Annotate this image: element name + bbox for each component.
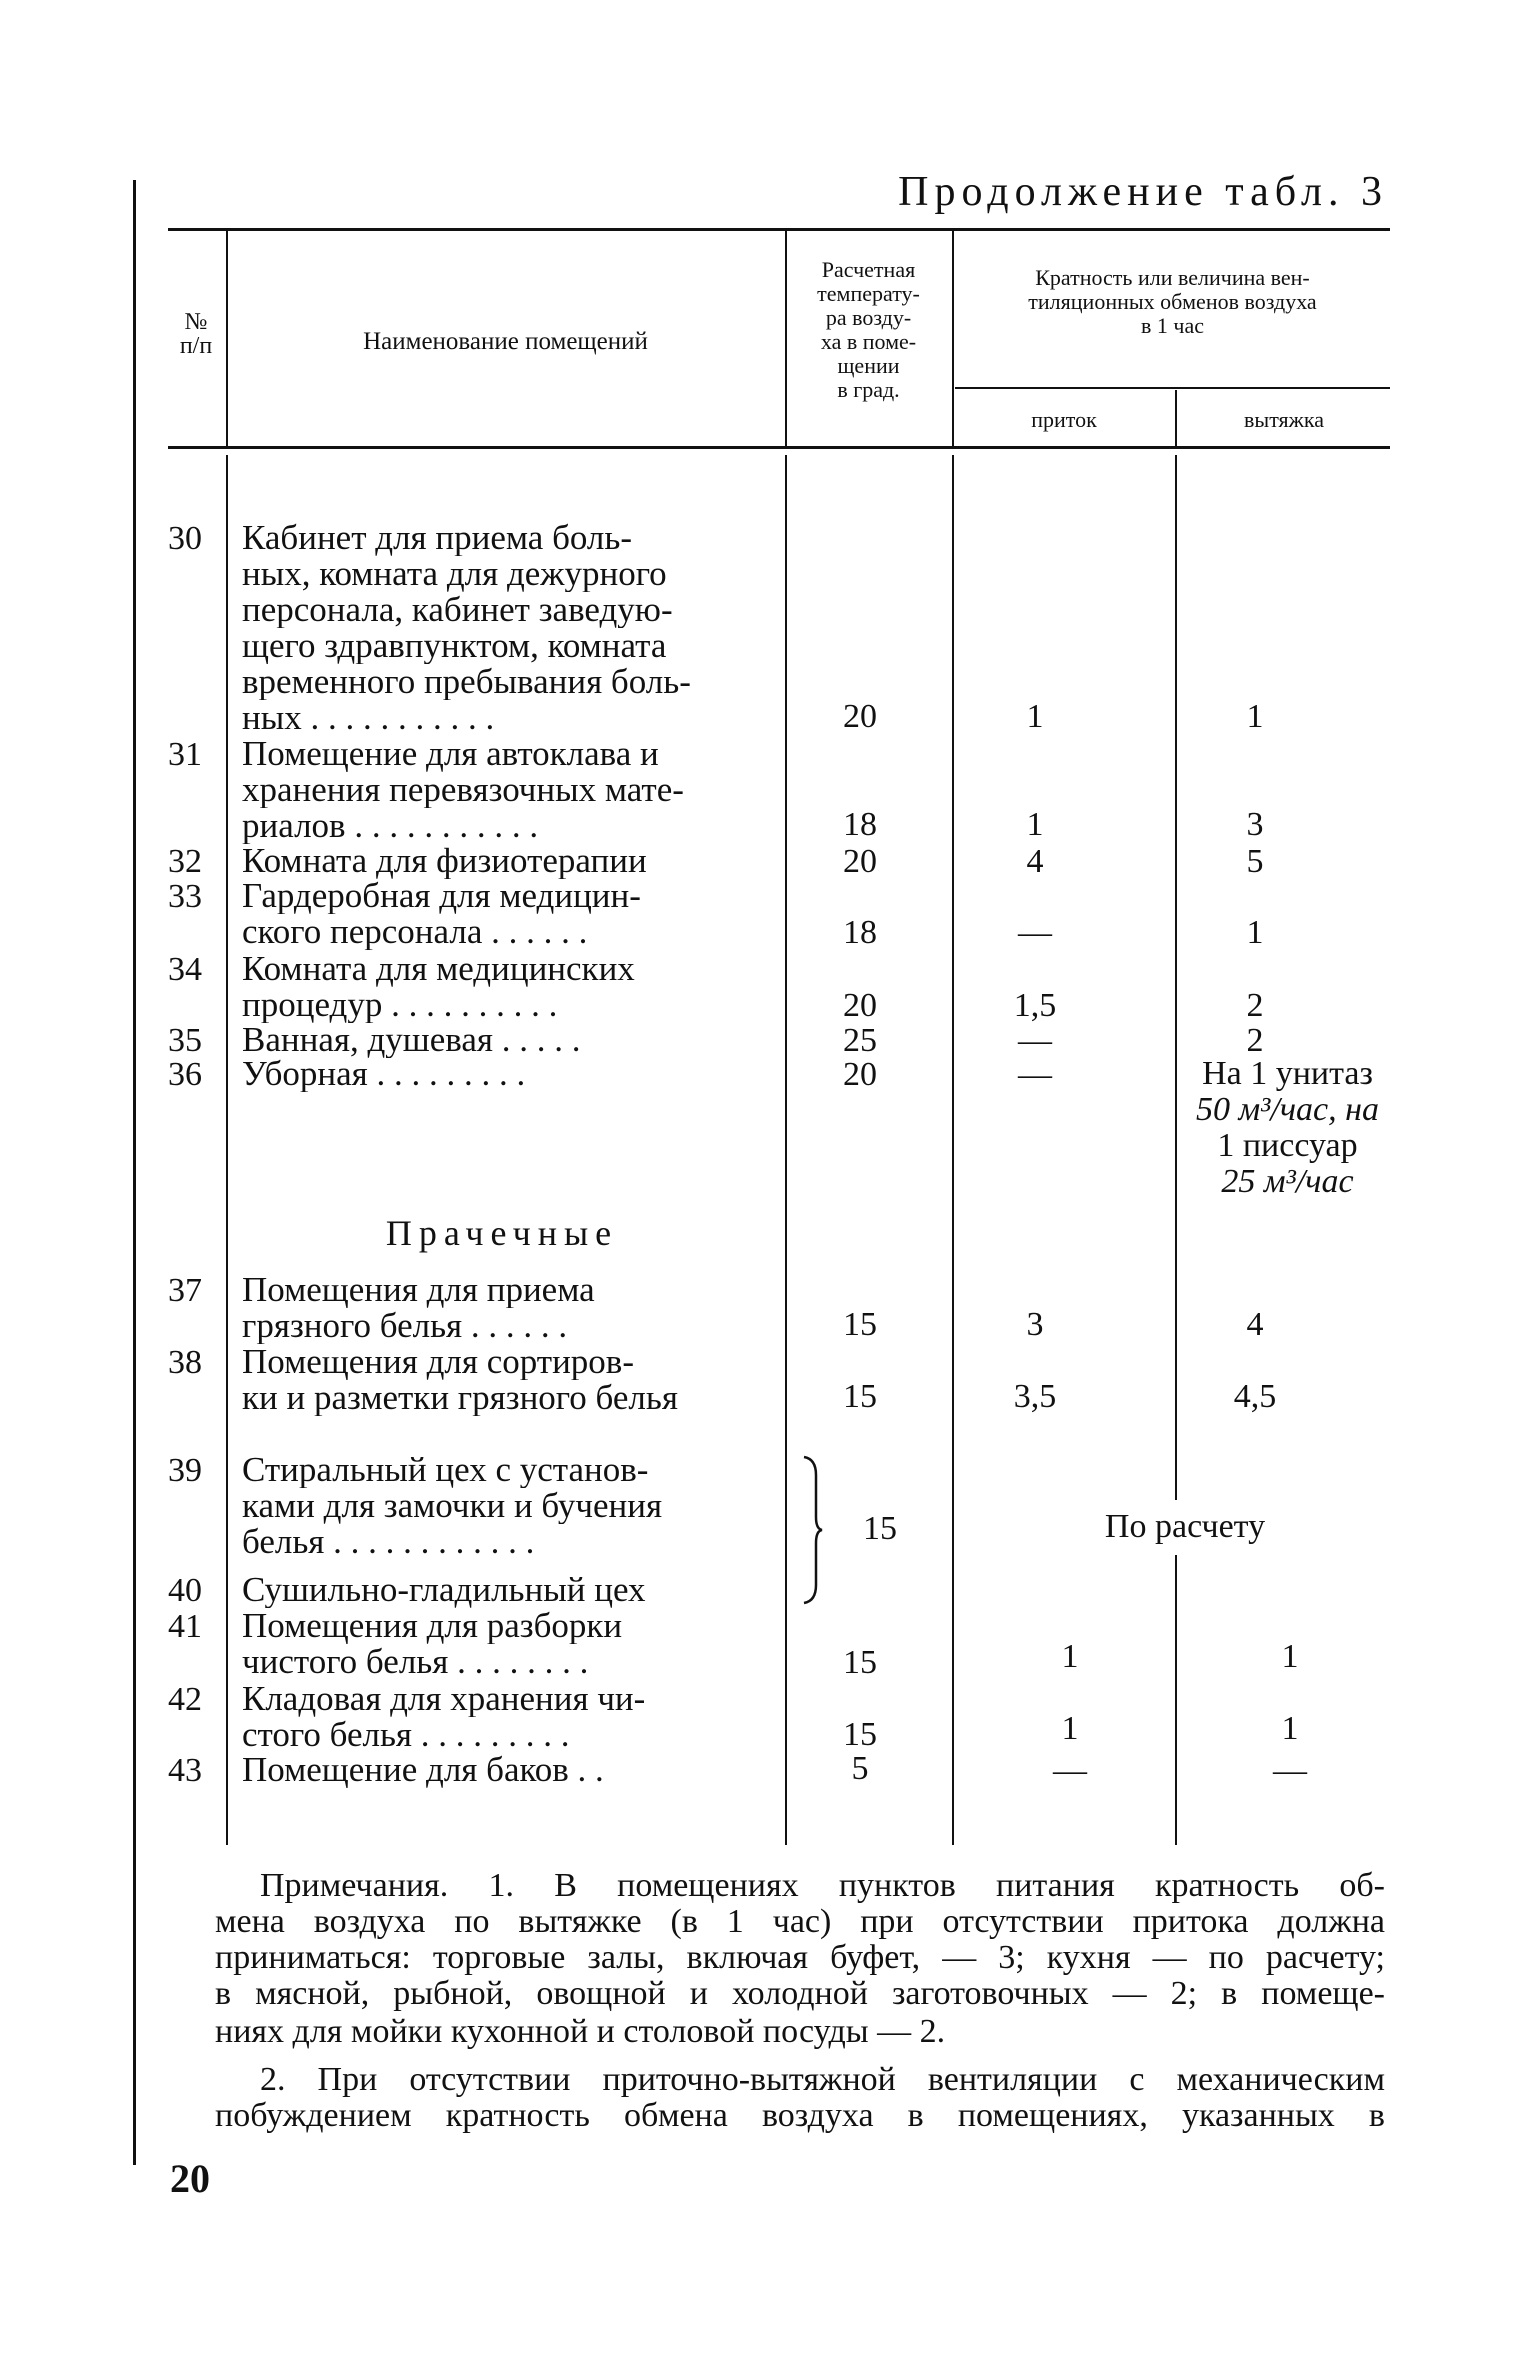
row-temp: 15 [843,1378,877,1415]
row-name: Кладовая для хранения чи- стого белья . . . . . . . . . [242,1681,646,1753]
row-inflow: 3,5 [1013,1378,1057,1415]
row-temp: 15 [843,1644,877,1681]
row-num: 41 [168,1608,202,1645]
col-divider-3 [952,455,954,1845]
row-num: 36 [168,1056,202,1093]
row-temp: 20 [843,1056,877,1093]
row-num: 37 [168,1272,202,1309]
row-exhaust: 2 [1246,1022,1264,1059]
row-num: 35 [168,1022,202,1059]
row-name: Помещение для баков . . [242,1752,604,1788]
row-exhaust: 3 [1246,806,1264,843]
row-name: Помещения для приема грязного белья . . . . . . [242,1272,595,1344]
header-temp: Расчетная температу- ра возду- ха в поме- щении в град. [817,257,920,402]
row-temp: 25 [843,1022,877,1059]
row-inflow: 1,5 [1013,987,1057,1024]
row-num: 38 [168,1344,202,1381]
row-num: 30 [168,520,202,557]
row-name: Комната для медицинских процедур . . . . . . . . . . [242,951,635,1023]
row-exhaust: На 1 унитаз 50 м³/час, на 1 писсуар 25 м³/час [1195,1055,1379,1200]
row-inflow: — [1018,1056,1052,1093]
header-name: Наименование помещений [363,328,648,355]
row-exhaust: 1 [1246,914,1264,951]
section-heading: Прачечные [385,1213,619,1253]
rate-subheader-rule [955,387,1390,389]
row-temp: 18 [843,914,877,951]
col-divider-4-lower [1175,1555,1177,1845]
row-temp: 15 [843,1716,877,1753]
row-name: Помещения для разборки чистого белья . . . . . . . . [242,1608,623,1680]
row-temp: 5 [851,1750,869,1787]
row-name: Стиральный цех с установ- ками для замочки и бучения белья . . . . . . . . . . . . [242,1452,663,1560]
row-inflow: — [1018,1022,1052,1059]
row-temp: 20 [843,698,877,735]
row-inflow: 3 [1026,1306,1044,1343]
row-name: Помещение для автоклава и хранения перевязочных мате- риалов . . . . . . . . . . . [242,736,684,844]
header-num: № п/п [179,309,213,359]
row-exhaust: 4 [1246,1306,1264,1343]
row-inflow: 1 [1061,1710,1079,1747]
col-divider-1 [226,455,228,1845]
row-temp: 20 [843,987,877,1024]
row-num: 40 [168,1572,202,1609]
header-inflow: приток [1031,407,1097,432]
row-temp: 15 [843,1306,877,1343]
row-name: Комната для физиотерапии [242,843,647,879]
row-inflow: 1 [1061,1638,1079,1675]
header-exhaust: вытяжка [1244,407,1324,432]
group-temp: 15 [863,1510,897,1547]
row-name: Кабинет для приема боль- ных, комната для дежурного персонала, кабинет заведую- щего здравпунктом, комната временного пребывания боль- ных . . . . . . . . . . . [242,520,691,736]
row-num: 43 [168,1752,202,1789]
row-num: 31 [168,736,202,773]
row-name: Уборная . . . . . . . . . [242,1056,526,1092]
table-continuation-title: Продолжение табл. 3 [898,169,1388,215]
row-exhaust: 2 [1246,987,1264,1024]
page-number: 20 [170,2156,210,2201]
row-exhaust: 4,5 [1233,1378,1277,1415]
row-inflow: — [1018,914,1052,951]
page-margin-rule [133,180,136,2165]
header-bottom-rule [168,446,1390,449]
row-exhaust: 5 [1246,843,1264,880]
row-inflow: 1 [1026,806,1044,843]
row-name: Ванная, душевая . . . . . [242,1022,581,1058]
row-exhaust: 1 [1281,1638,1299,1675]
col-divider-4-header [1175,390,1177,446]
row-name: Сушильно-гладильный цех [242,1572,646,1608]
row-exhaust: — [1273,1752,1307,1789]
col-divider-4-upper [1175,455,1177,1500]
row-num: 34 [168,951,202,988]
row-name: Помещения для сортиров- ки и разметки грязного белья [242,1344,678,1416]
row-temp: 20 [843,843,877,880]
row-exhaust: 1 [1246,698,1264,735]
row-exhaust: 1 [1281,1710,1299,1747]
table-top-rule [168,228,1390,231]
notes: Примечания. 1. В помещениях пунктов питания кратность об- мена воздуха по вытяжке (в 1 час) при отсутствии притока должна приниматься: торговые залы, включая буфет, — 3; кухня — по расчету; в мясной, рыбной, овощной и холодной заготовочных — 2; в помеще- ниях для мойки кухонной и столовой посуды — 2. 2. При отсутствии приточно-вытяжной вентиляции с механическим побуждением кратность обмена воздуха в помещениях, указанных в [215,1867,1385,2134]
col-divider-3-header [952,230,954,446]
row-num: 42 [168,1681,202,1718]
row-num: 39 [168,1452,202,1489]
group-rate: По расчету [1060,1508,1310,1546]
row-inflow: 4 [1026,843,1044,880]
row-num: 32 [168,843,202,880]
row-temp: 18 [843,806,877,843]
row-inflow: 1 [1026,698,1044,735]
row-name: Гардеробная для медицин- ского персонала . . . . . . [242,878,641,950]
header-rate: Кратность или величина вен- тиляционных обменов воздуха в 1 час [1028,265,1317,338]
col-divider-2 [785,455,787,1845]
row-num: 33 [168,878,202,915]
row-inflow: — [1053,1752,1087,1789]
